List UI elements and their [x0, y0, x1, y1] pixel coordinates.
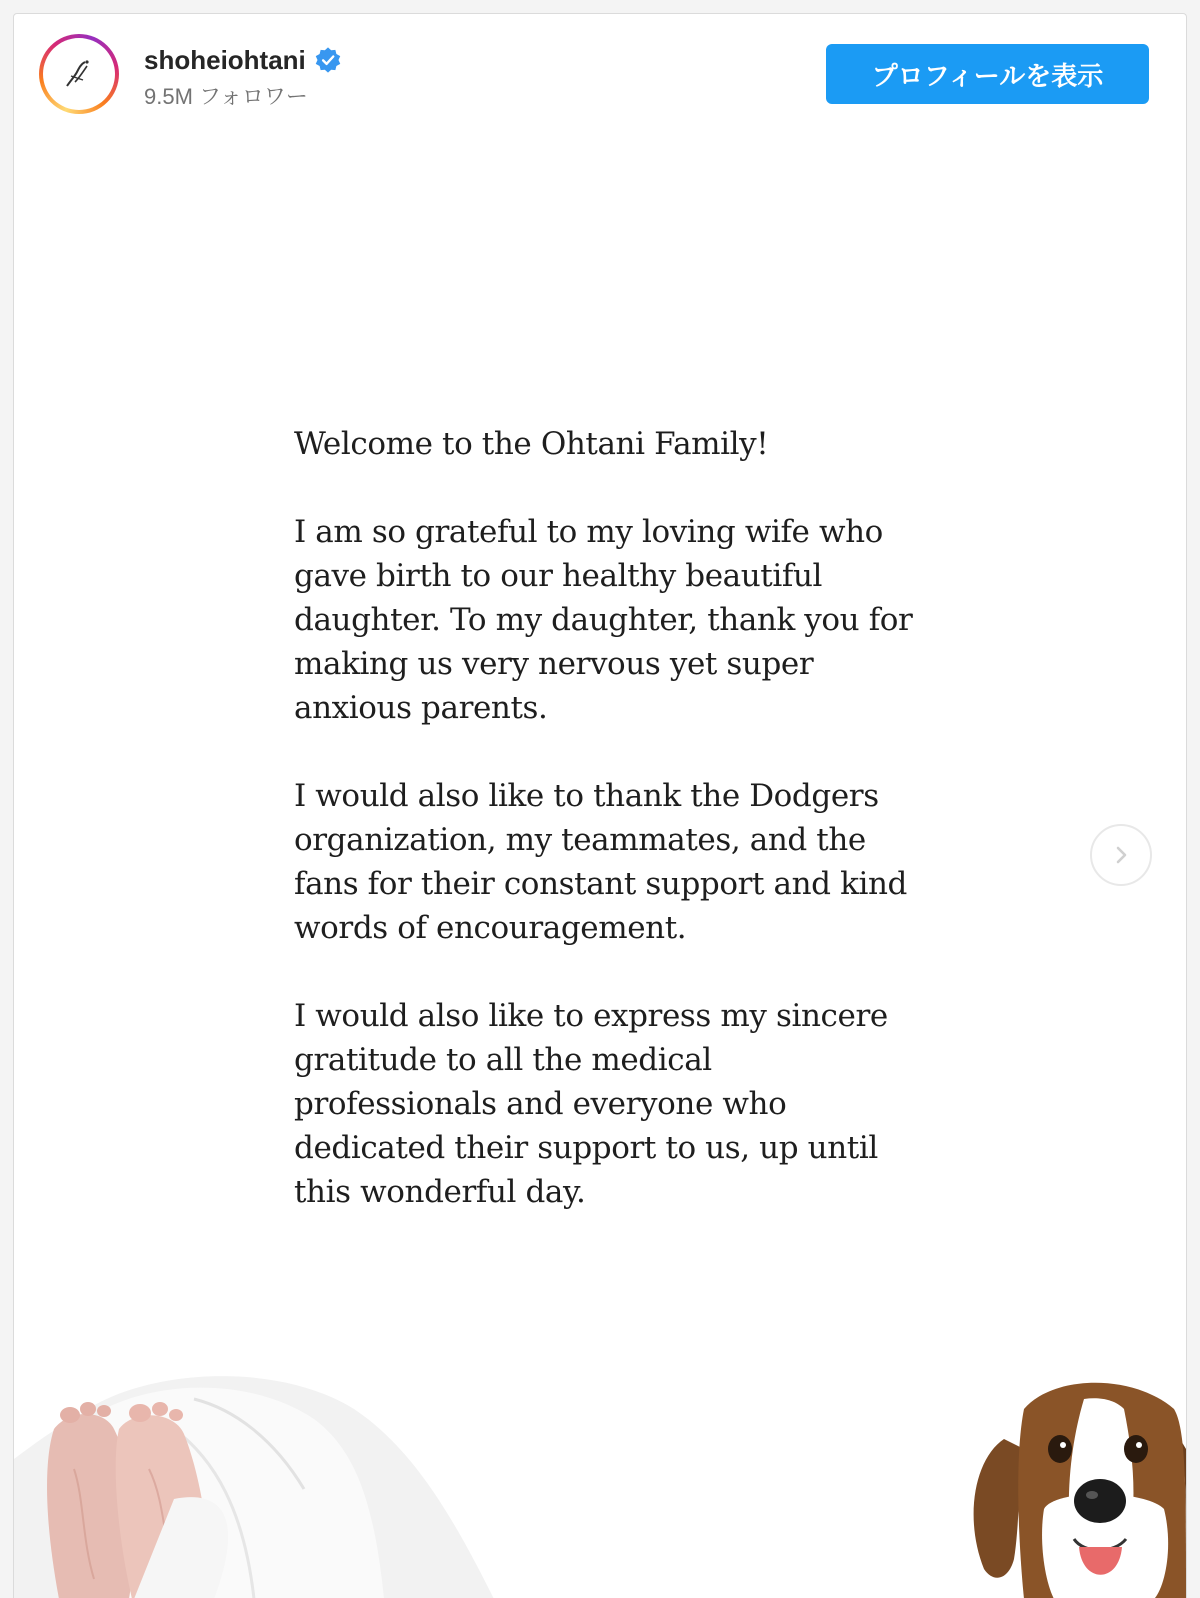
verified-badge-icon [314, 46, 342, 74]
chevron-right-icon [1109, 843, 1133, 867]
baby-feet-image [14, 1349, 494, 1598]
avatar-signature-image [47, 42, 111, 106]
post-paragraph: I am so grateful to my loving wife who gave birth to our healthy beautiful daughter. To my daughter, thank you for making us very nervous yet super anxious parents. [294, 514, 913, 726]
avatar[interactable] [39, 34, 119, 114]
instagram-embed-card [13, 13, 1187, 1598]
post-paragraph: I would also like to express my sincere gratitude to all the medical professionals and everyone who dedicated their support to us, up until this wonderful day. [294, 998, 888, 1210]
follower-count: 9.5M フォロワー [144, 84, 308, 109]
username[interactable]: shoheiohtani [144, 44, 306, 75]
post-image-text [294, 422, 914, 1258]
view-profile-button[interactable]: プロフィールを表示 [826, 44, 1149, 104]
post-greeting: Welcome to the Ohtani Family! [294, 426, 769, 462]
post-header [14, 14, 1186, 132]
dog-image [964, 1369, 1186, 1598]
next-slide-button[interactable] [1090, 824, 1152, 886]
post-paragraph: I would also like to thank the Dodgers organization, my teammates, and the fans for their constant support and kind words of encouragement. [294, 778, 907, 946]
